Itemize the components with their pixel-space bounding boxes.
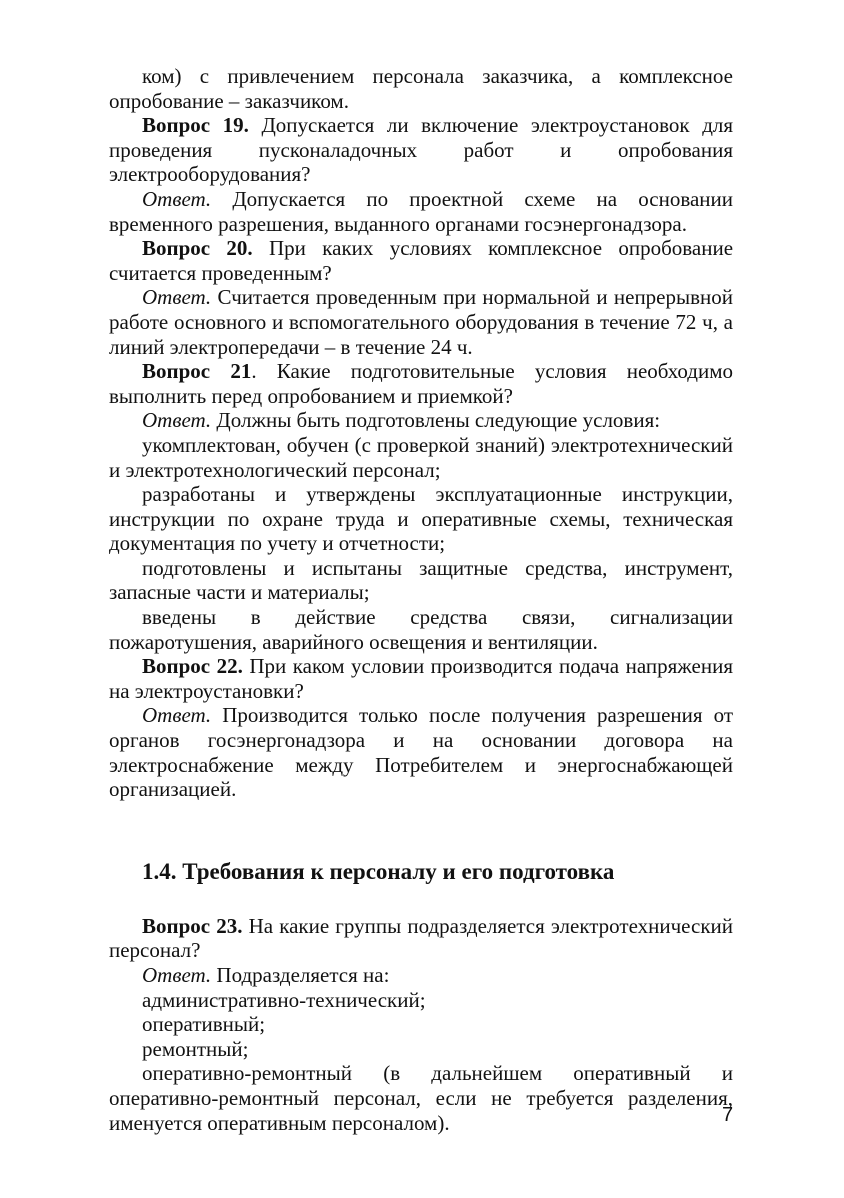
answer-list-item: ремонтный;	[142, 1036, 249, 1061]
answer-22	[109, 703, 733, 801]
answer-text: Подразделяется на:	[216, 963, 390, 987]
answer-20	[109, 285, 733, 359]
answer-list-item: укомплектован, обучен (с проверкой знаний) электротехнический и электротехнологический персонал;	[109, 432, 733, 482]
page-number: 7	[722, 1104, 734, 1126]
answer-label: Ответ.	[142, 186, 212, 211]
answer-list-item: административно-технический;	[142, 987, 426, 1012]
answer-list-item: оперативный;	[142, 1012, 266, 1037]
answer-list-item: подготовлены и испытаны защитные средства, инструмент, запасные части и материалы;	[109, 555, 733, 605]
answer-19	[109, 187, 733, 236]
page-body	[109, 64, 733, 1135]
question-text: . Какие подготовительные условия необходимо выполнить перед опробованием и приемкой?	[109, 359, 734, 408]
question-21	[109, 359, 733, 408]
answer-23	[109, 963, 733, 988]
answer-text: Допускается по проектной схеме на основании временного разрешения, выданного органами госэнергонадзора.	[109, 186, 733, 236]
question-label: Вопрос 19.	[142, 113, 249, 138]
intro-paragraph: ком) с привлечением персонала заказчика, а комплексное опробование – заказчиком.	[109, 64, 733, 113]
answer-label: Ответ.	[142, 285, 212, 310]
section-heading: 1.4. Требования к персоналу и его подготовка	[142, 858, 615, 884]
answer-label: Ответ.	[142, 963, 212, 987]
question-label: Вопрос 22.	[142, 654, 243, 679]
answer-21	[109, 408, 733, 433]
question-23	[109, 914, 733, 963]
answer-text: Должны быть подготовлены следующие условия:	[216, 408, 661, 433]
question-text: Допускается ли включение электроустановок для проведения пусконаладочных работ и опробования электрооборудования?	[109, 113, 734, 187]
answer-text: Производится только после получения разрешения от органов госэнергонадзора и на основании договора на электроснабжение между Потребителем и энергоснабжающей организацией.	[109, 703, 734, 802]
answer-text: Считается проведенным при нормальной и непрерывной работе основного и вспомогательного оборудования в течение 72 ч, а линий электропередачи – в течение 24 ч.	[109, 285, 734, 359]
question-text: На какие группы подразделяется электротехнический персонал?	[109, 913, 734, 963]
answer-list-item: введены в действие средства связи, сигнализации пожаротушения, аварийного освещения и вентиляции.	[109, 605, 733, 654]
question-label: Вопрос 23.	[142, 913, 243, 938]
question-text: При каком условии производится подача напряжения на электроустановки?	[109, 654, 733, 703]
question-text: При каких условиях комплексное опробование считается проведенным?	[109, 236, 734, 285]
answer-label: Ответ.	[142, 408, 212, 433]
answer-label: Ответ.	[142, 703, 212, 728]
question-20	[109, 236, 733, 285]
question-label: Вопрос 20.	[142, 236, 253, 261]
answer-list-item: разработаны и утверждены эксплуатационные инструкции, инструкции по охране труда и оперативные схемы, техническая документация по учету и отчетности;	[109, 482, 733, 556]
question-22	[109, 654, 733, 703]
question-label: Вопрос 21	[142, 359, 252, 384]
question-19	[109, 113, 733, 187]
answer-list-item: оперативно-ремонтный (в дальнейшем оперативный и оперативно-ремонтный персонал, если не требуется разделения, именуется оперативным персоналом).	[109, 1061, 733, 1135]
